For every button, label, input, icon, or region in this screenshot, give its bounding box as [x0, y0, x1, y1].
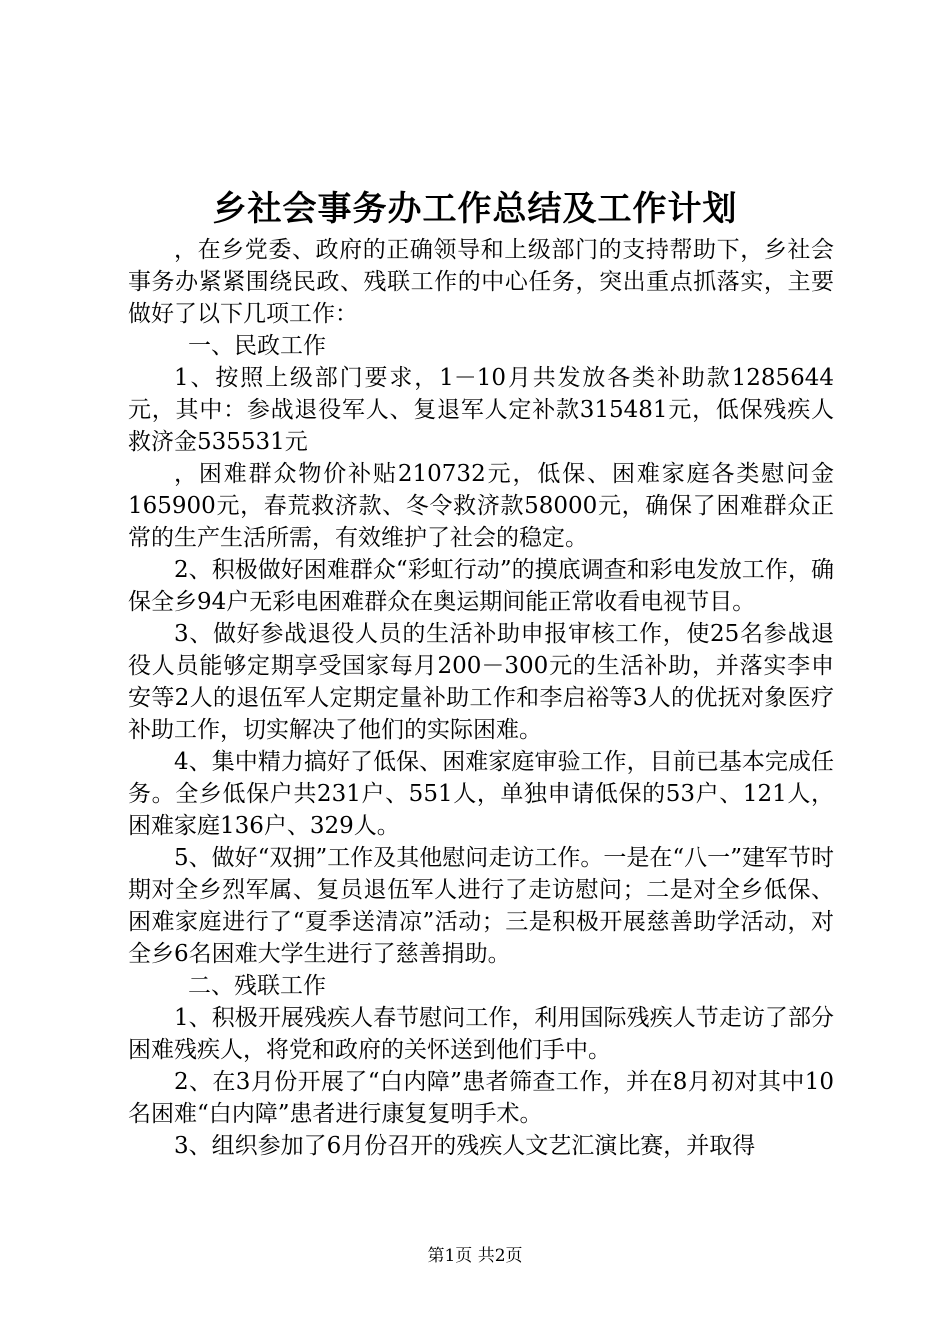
paragraph-item-2: 2、积极做好困难群众“彩虹行动”的摸底调查和彩电发放工作，确保全乡94户无彩电困难群众在奥运期间能正常收看电视节目。	[128, 557, 834, 615]
paragraph-item-4: 4、集中精力搞好了低保、困难家庭审验工作，目前已基本完成任务。全乡低保户共231户、551人，单独申请低保的53户、121人，困难家庭136户、329人。	[128, 749, 834, 839]
section-heading-civil-affairs: 一、民政工作	[188, 333, 326, 359]
section-heading-disabled-federation: 二、残联工作	[188, 973, 326, 999]
paragraph-intro: ，在乡党委、政府的正确领导和上级部门的支持帮助下，乡社会事务办紧紧围绕民政、残联工作的中心任务，突出重点抓落实，主要做好了以下几项工作：	[128, 237, 834, 327]
document-body	[128, 234, 834, 1162]
paragraph-item-3: 3、做好参战退役人员的生活补助申报审核工作，使25名参战退役人员能够定期享受国家每月200－300元的生活补助，并落实李申安等2人的退伍军人定期定量补助工作和李启裕等3人的优抚对象医疗补助工作，切实解决了他们的实际困难。	[128, 621, 834, 743]
paragraph-item-1: 1、按照上级部门要求，1－10月共发放各类补助款1285644元，其中：参战退役军人、复退军人定补款315481元，低保残疾人救济金535531元	[128, 365, 834, 455]
paragraph-disabled-item-2: 2、在3月份开展了“白内障”患者筛查工作，并在8月初对其中10名困难“白内障”患者进行康复复明手术。	[128, 1069, 834, 1127]
document-title: 乡社会事务办工作总结及工作计划	[212, 189, 738, 229]
paragraph-item-5: 5、做好“双拥”工作及其他慰问走访工作。一是在“八一”建军节时期对全乡烈军属、复员退伍军人进行了走访慰问；二是对全乡低保、困难家庭进行了“夏季送清凉”活动；三是积极开展慈善助学活动，对全乡6名困难大学生进行了慈善捐助。	[128, 845, 834, 967]
paragraph-disabled-item-3: 3、组织参加了6月份召开的残疾人文艺汇演比赛，并取得	[174, 1133, 756, 1159]
paragraph-disabled-item-1: 1、积极开展残疾人春节慰问工作，利用国际残疾人节走访了部分困难残疾人，将党和政府的关怀送到他们手中。	[128, 1005, 834, 1063]
paragraph-item-1-continued: ，困难群众物价补贴210732元，低保、困难家庭各类慰问金165900元，春荒救济款、冬令救济款58000元，确保了困难群众正常的生产生活所需，有效维护了社会的稳定。	[128, 461, 834, 551]
page-number-footer: 第1页 共2页	[427, 1246, 523, 1266]
